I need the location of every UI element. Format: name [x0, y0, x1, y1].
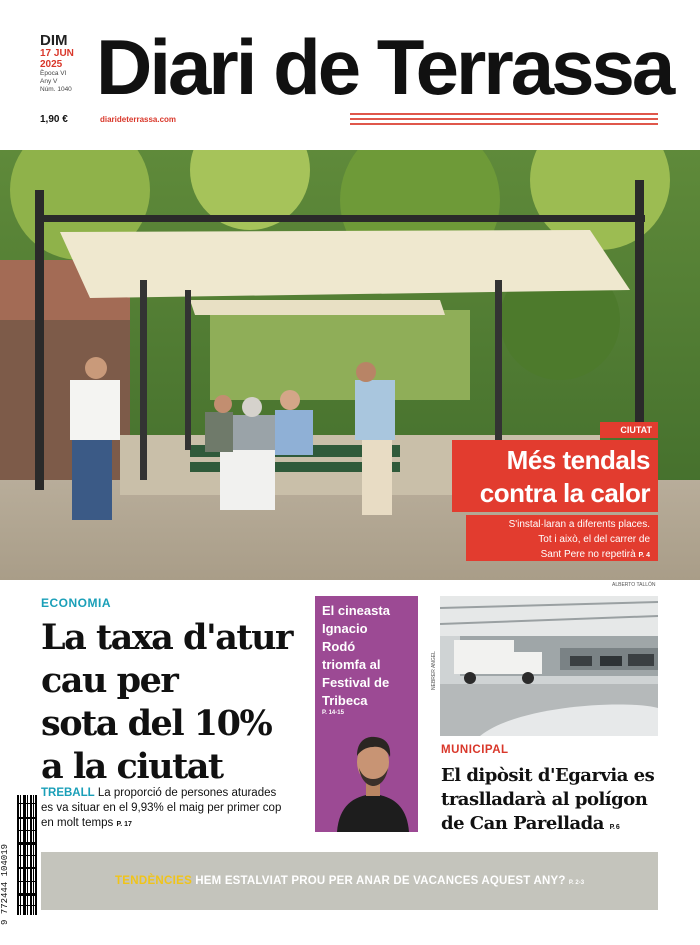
economy-headline-line1: La taxa d'atur	[41, 617, 292, 658]
day-label: DIM	[40, 32, 68, 49]
vehicle-depot-photo	[440, 596, 658, 736]
municipal-headline-line3: de Can Parellada	[441, 813, 604, 834]
lead-sub-line2: Tot i això, el del carrer de	[538, 534, 650, 545]
culture-page-ref: P. 14-15	[322, 710, 344, 716]
promo-label: TENDÈNCIES	[114, 875, 193, 887]
dateline	[40, 34, 98, 94]
culture-line1: El cineasta	[322, 603, 390, 618]
municipal-headline[interactable]	[441, 764, 666, 840]
deck-text: La proporció de persones aturades es va situar en el 9,93% el maig per primer cop en molt temps	[41, 787, 282, 829]
economy-headline-line2: cau per	[41, 660, 178, 701]
economy-section-label[interactable]: ECONOMIA	[41, 596, 111, 610]
promo-text-line	[41, 852, 658, 910]
economy-page-ref: P. 17	[116, 821, 132, 828]
any-label: Any V	[40, 78, 58, 85]
logo-decoration	[350, 113, 658, 128]
municipal-section-label[interactable]: MUNICIPAL	[441, 744, 509, 756]
website-link[interactable]: diarideterrassa.com	[100, 115, 177, 124]
lead-headline[interactable]	[452, 440, 658, 512]
promo-bar[interactable]	[41, 852, 658, 910]
municipal-headline-line2: traslladarà al polígon	[441, 789, 648, 810]
garage-photo[interactable]	[440, 596, 658, 736]
lead-section-tag[interactable]: CIUTAT	[600, 422, 658, 438]
economy-headline[interactable]	[41, 616, 301, 788]
barcode-number: 9 772444 104019	[0, 843, 10, 925]
lead-headline-line1: Més tendals	[506, 445, 650, 475]
promo-text: HEM ESTALVIAT PROU PER ANAR DE VACANCES AQUEST ANY?	[195, 875, 566, 887]
culture-line6: Tribeca	[322, 693, 368, 708]
culture-line4: triomfa al	[322, 657, 381, 672]
lead-page-ref: P. 4	[638, 552, 650, 559]
portrait-photo	[333, 724, 413, 832]
economy-headline-line4: a la ciutat	[41, 746, 223, 787]
lead-headline-line2: contra la calor	[479, 478, 650, 508]
economy-deck	[41, 786, 291, 832]
promo-page-ref: P. 2-3	[568, 880, 585, 886]
photo-credit: ALBERTO TALLÓN	[612, 582, 656, 588]
issue-number: Núm. 1040	[40, 86, 72, 93]
municipal-headline-line1: El dipòsit d'Egarvia es	[441, 765, 655, 786]
culture-teaser[interactable]	[315, 596, 418, 832]
price: 1,90 €	[40, 114, 68, 125]
lead-sub-line3: Sant Pere no repetirà	[540, 549, 636, 560]
culture-line2: Ignacio	[322, 621, 368, 636]
lead-subheadline	[466, 515, 658, 561]
deck-label: TREBALL	[41, 787, 95, 799]
economy-headline-line3: sota del 10%	[41, 703, 272, 744]
municipal-page-ref: P. 6	[609, 824, 620, 831]
culture-line3: Rodó	[322, 639, 356, 654]
epoca-label: Època VI	[40, 70, 67, 77]
garage-photo-credit: NEBRER ANGEL	[431, 651, 437, 690]
culture-line5: Festival de	[322, 675, 390, 690]
date-label: 17 JUN	[40, 48, 74, 59]
year-label: 2025	[40, 59, 63, 70]
culture-text	[322, 602, 414, 710]
lead-sub-line1: S'instal·laran a diferents places.	[508, 519, 650, 530]
newspaper-logo: Diari de Terrassa	[96, 23, 673, 111]
